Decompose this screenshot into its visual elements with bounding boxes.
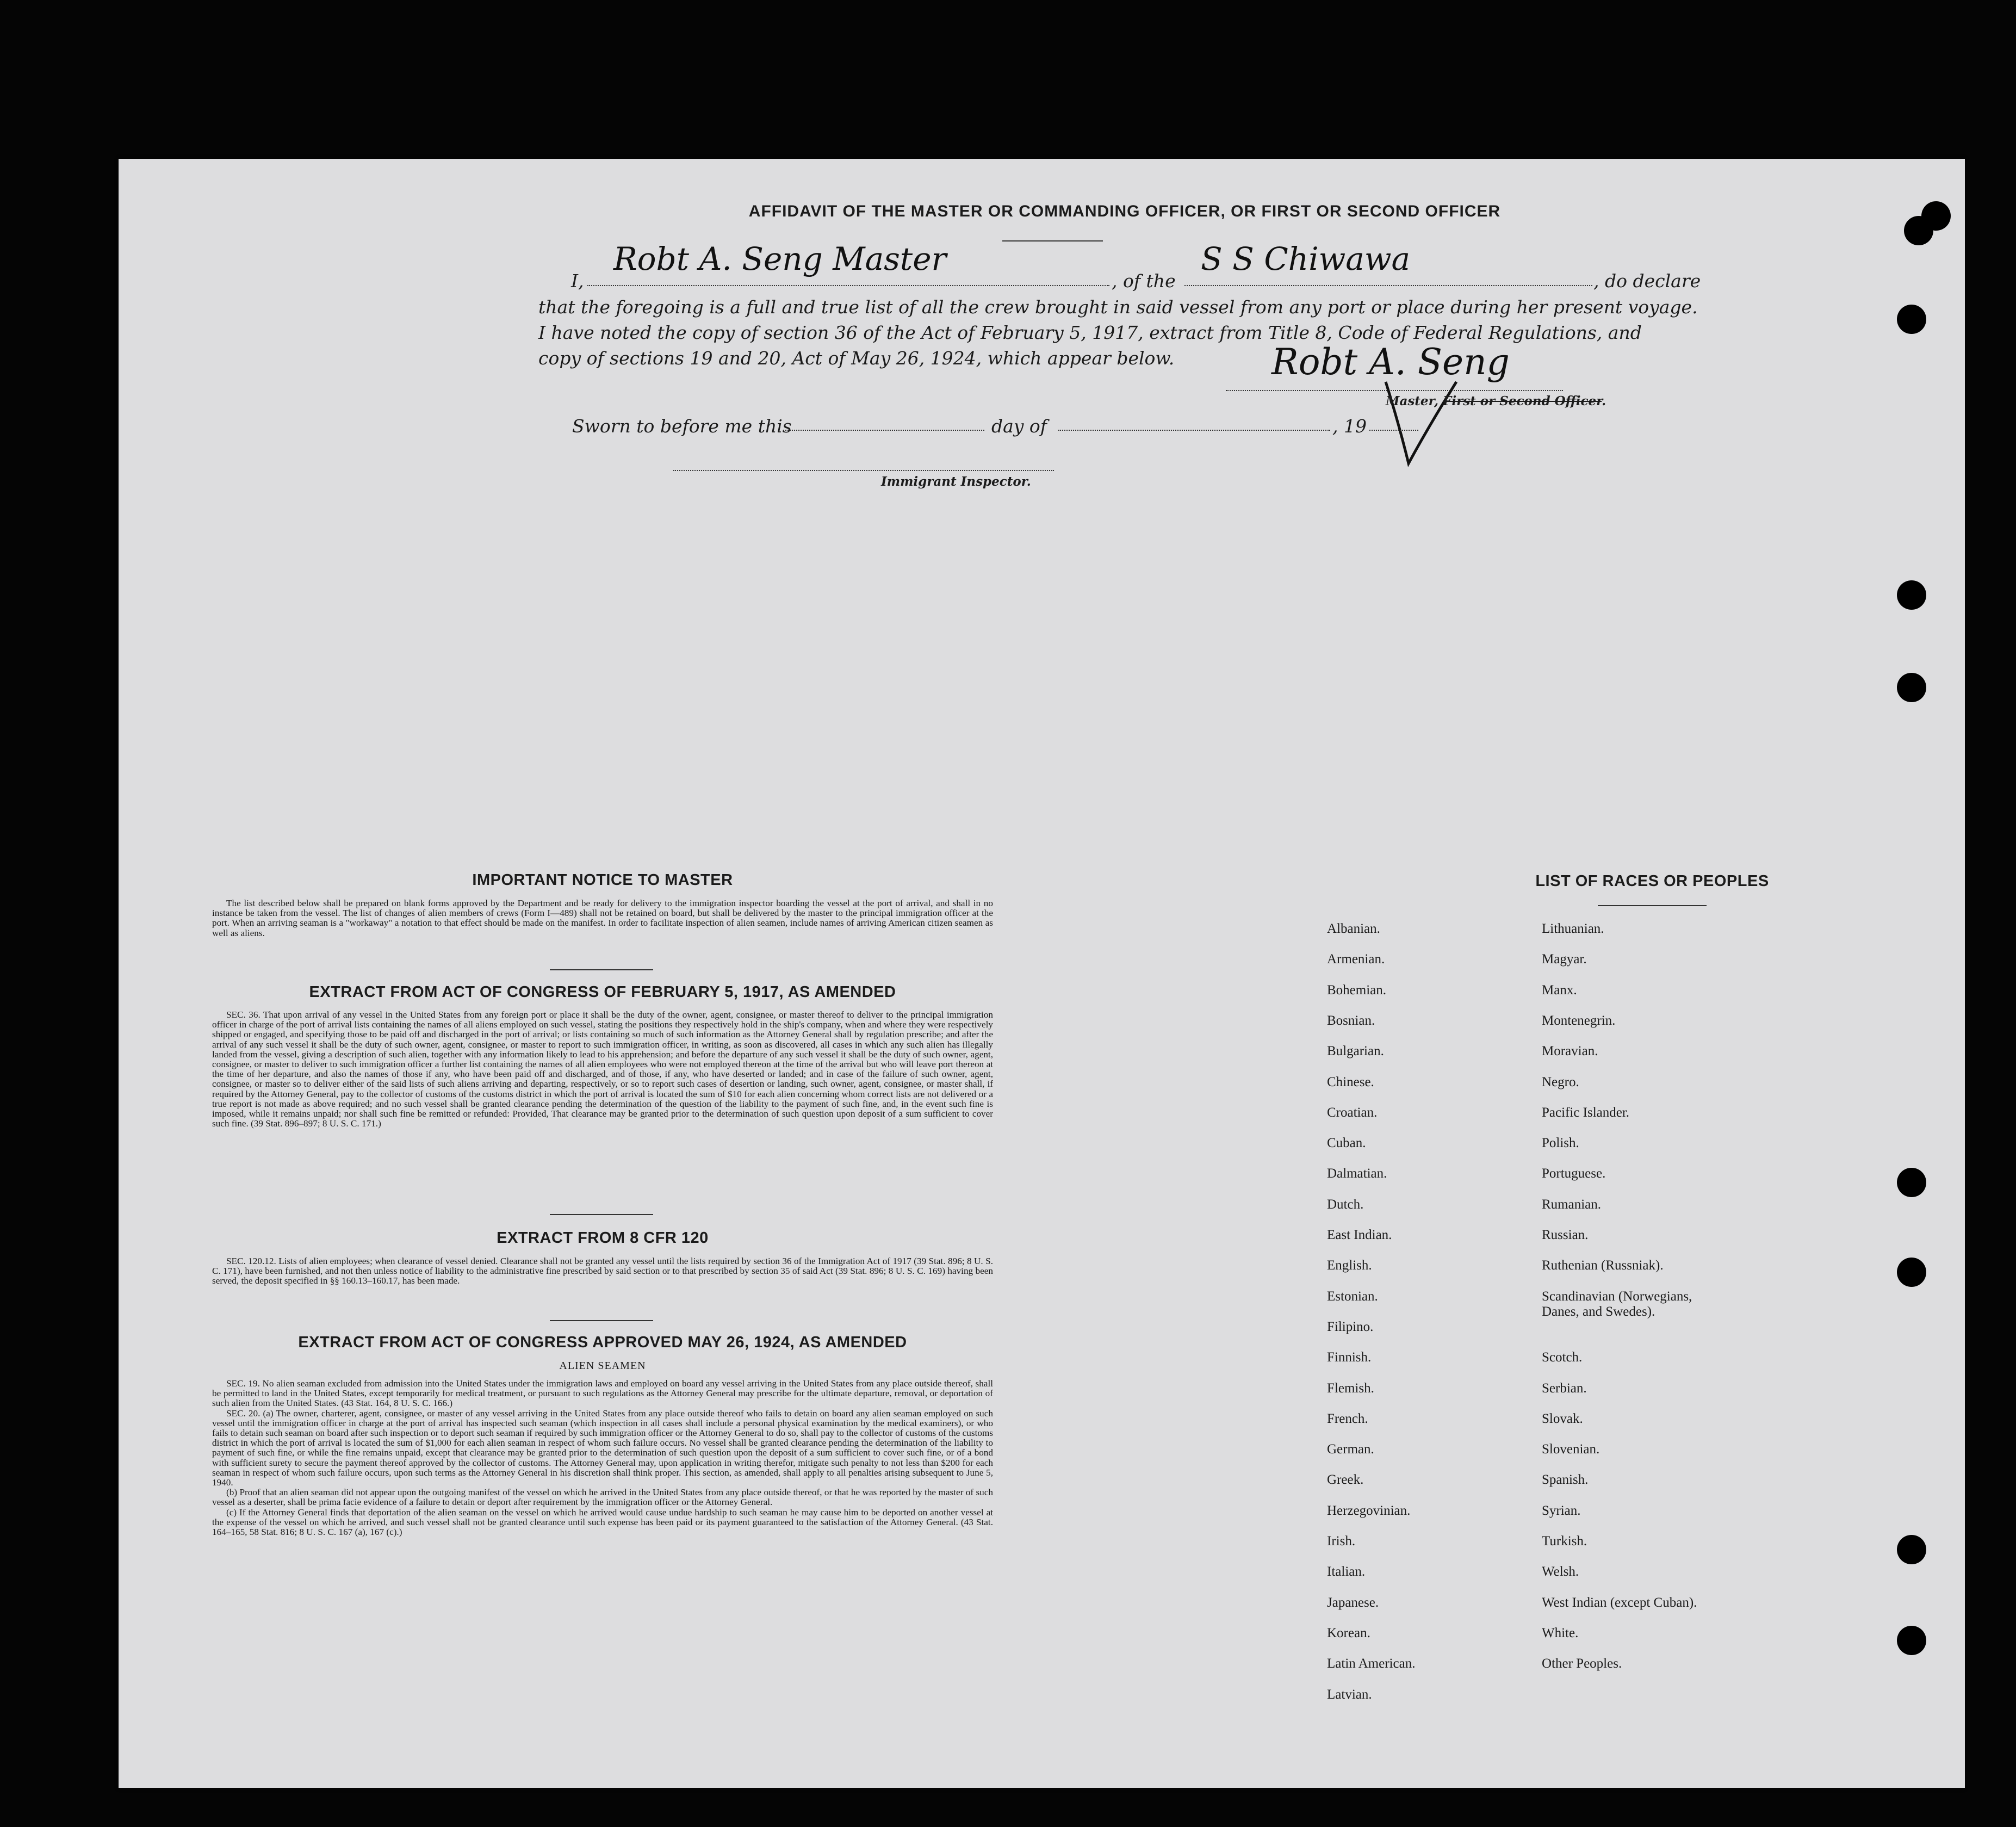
race-item: Negro. <box>1542 1074 1579 1089</box>
document-page <box>119 159 1965 1788</box>
affidavit-line-2: that the foregoing is a full and true list of all the crew brought in said vessel from any port or place during her present voyage. <box>538 296 1698 318</box>
extract-cfr-text: SEC. 120.12. Lists of alien employees; when clearance of vessel denied. Clearance shall not be granted any vessel until the lists required by section 36 of the Immigration Act of 1917 (39 Stat. 896; 8 U. S. C. 171), have been furnished, and not then unless notice of liability to the administrative fine prescribed by said section or to that prescribed by section 35 of said Act (39 Stat. 896; 8 U. S. C. 169) having been served, the deposit specified in §§ 160.13–160.17, has been made. <box>212 1256 993 1286</box>
do-declare-label: , do declare <box>1593 270 1701 292</box>
race-item: Pacific Islander. <box>1542 1105 1630 1120</box>
of-the-label: , of the <box>1112 270 1176 292</box>
race-item: Slovenian. <box>1542 1442 1600 1457</box>
race-item: Latvian. <box>1327 1687 1372 1702</box>
race-item: Russian. <box>1542 1228 1589 1242</box>
master-signature: Robt A. Seng <box>1271 341 1510 383</box>
race-item: Estonian. <box>1327 1289 1378 1304</box>
race-item: Turkish. <box>1542 1534 1587 1549</box>
race-item: Montenegrin. <box>1542 1013 1616 1028</box>
master-name-line <box>587 285 1109 286</box>
signature-label: Master, First or Second Officer. <box>1386 394 1606 408</box>
section-divider <box>550 1320 653 1321</box>
extract-1917-title: EXTRACT FROM ACT OF CONGRESS OF FEBRUARY 5, 1917, AS AMENDED <box>309 983 896 1001</box>
sworn-year-line <box>1369 430 1418 431</box>
punch-hole <box>1897 1535 1926 1564</box>
race-item: Spanish. <box>1542 1472 1589 1488</box>
race-item: Cuban. <box>1327 1136 1366 1151</box>
extract-cfr-title: EXTRACT FROM 8 CFR 120 <box>497 1229 709 1247</box>
sworn-label: Sworn to before me this <box>572 416 792 437</box>
race-item: Filipino. <box>1327 1319 1374 1334</box>
races-title: LIST OF RACES OR PEOPLES <box>1535 872 1769 890</box>
race-item: White. <box>1542 1625 1579 1640</box>
race-item: Portuguese. <box>1542 1166 1606 1181</box>
race-item: Flemish. <box>1327 1380 1374 1396</box>
race-item: Italian. <box>1327 1564 1366 1580</box>
race-item: Chinese. <box>1327 1074 1374 1089</box>
signature-check-mark <box>1380 376 1462 474</box>
punch-hole <box>1897 673 1926 702</box>
punch-hole <box>1897 580 1926 610</box>
race-item: Bulgarian. <box>1327 1044 1384 1059</box>
punch-hole <box>1904 216 1933 245</box>
i-label: I, <box>571 270 584 292</box>
sworn-month-line <box>1058 430 1330 431</box>
vessel-handwritten: S S Chiwawa <box>1201 240 1411 277</box>
inspector-label: Immigrant Inspector. <box>881 474 1031 489</box>
section-divider <box>550 969 653 970</box>
punch-hole <box>1897 305 1926 334</box>
race-item: Rumanian. <box>1542 1197 1602 1212</box>
race-item: Scandinavian (Norwegians, Danes, and Swedes). <box>1542 1289 1692 1319</box>
race-item: Bohemian. <box>1327 982 1387 998</box>
affidavit-title: AFFIDAVIT OF THE MASTER OR COMMANDING OFFICER, OR FIRST OR SECOND OFFICER <box>748 202 1501 220</box>
race-item: Herzegovinian. <box>1327 1503 1411 1518</box>
race-item: Finnish. <box>1327 1350 1372 1365</box>
race-item: Armenian. <box>1327 952 1385 967</box>
punch-hole <box>1897 1626 1926 1655</box>
race-item: Slovak. <box>1542 1411 1583 1426</box>
race-item: Ruthenian (Russniak). <box>1542 1258 1664 1273</box>
race-item: Bosnian. <box>1327 1013 1375 1028</box>
race-item: Syrian. <box>1542 1503 1581 1518</box>
race-item: Dalmatian. <box>1327 1166 1387 1181</box>
extract-1924-title: EXTRACT FROM ACT OF CONGRESS APPROVED MAY 26, 1924, AS AMENDED <box>298 1334 907 1351</box>
race-item: Japanese. <box>1327 1595 1379 1610</box>
notice-text: The list described below shall be prepared on blank forms approved by the Department and be ready for delivery to the immigration inspector boarding the vessel at the port of arrival, and shall in no instance be taken from the vessel. The list of changes of alien members of crews (Form I—489) shall not be retained on board, but shall be delivered by the master to the principal immigration officer at the port. When an arriving seaman is a "workaway" a notation to that effect should be made on the manifest. In order to facilitate inspection of alien seamen, include names of arriving American citizen seamen as well as aliens. <box>212 898 993 938</box>
race-item: Polish. <box>1542 1136 1579 1151</box>
race-item: Albanian. <box>1327 921 1380 936</box>
punch-hole <box>1897 1168 1926 1197</box>
race-item: Manx. <box>1542 982 1577 998</box>
races-title-divider <box>1598 905 1707 906</box>
affidavit-line-4: copy of sections 19 and 20, Act of May 26, 1924, which appear below. <box>538 348 1175 369</box>
race-item: Other Peoples. <box>1542 1656 1622 1671</box>
race-item: Croatian. <box>1327 1105 1378 1120</box>
extract-1924-subtitle: ALIEN SEAMEN <box>559 1360 646 1372</box>
race-item: West Indian (except Cuban). <box>1542 1595 1697 1610</box>
race-item: Moravian. <box>1542 1044 1598 1059</box>
race-item: Welsh. <box>1542 1564 1579 1580</box>
race-item: Greek. <box>1327 1472 1364 1488</box>
race-item: Magyar. <box>1542 952 1587 967</box>
race-item: Latin American. <box>1327 1656 1416 1671</box>
race-item: English. <box>1327 1258 1372 1273</box>
race-item: Dutch. <box>1327 1197 1364 1212</box>
inspector-line <box>673 470 1054 471</box>
section-divider <box>550 1214 653 1215</box>
sworn-day-line <box>783 430 984 431</box>
race-item: Irish. <box>1327 1534 1356 1549</box>
race-item: Korean. <box>1327 1625 1370 1640</box>
master-name-handwritten: Robt A. Seng Master <box>613 240 947 277</box>
day-of-label: day of <box>991 416 1047 437</box>
title-divider <box>1002 240 1103 241</box>
race-item: Serbian. <box>1542 1380 1587 1396</box>
race-item: Lithuanian. <box>1542 921 1604 936</box>
vessel-line <box>1184 285 1592 286</box>
extract-1917-text: SEC. 36. That upon arrival of any vessel in the United States from any foreign port or place it shall be the duty of the owner, agent, consignee, or master thereof to deliver to the principal immigration officer in charge of the port of arrival lists containing the names of all aliens employed on such vessel, stating the positions they respectively hold in the ship's company, when and where they were respectively shipped or engaged, and specifying those to be paid off and discharged in the port of arrival; or lists containing so much of such information as the Attorney General shall by regulation prescribe; and after the arrival of any such vessel it shall be the duty of such owner, agent, consignee, or master to report to such immigration officer, in writing, as soon as discovered, all cases in which any such alien has illegally landed from the vessel, giving a description of such alien, together with any information likely to lead to his apprehension; and before the departure of any such vessel it shall be the duty of such owner, agent, consignee, or master to deliver to such immigration officer a further list containing the names of all alien employees who were not employed thereon at the time of the arrival but who will leave port thereon at the time of her departure, and also the names of those if any, who have been paid off and discharged, and of those, if any, who have deserted or landed; and in case of the failure of such owner, agent, consignee, or master so to deliver either of the said lists of such aliens arriving and departing, respectively, or so to report such cases of desertion or landing, such owner, agent, consignee, or master shall, if required by the Attorney General, pay to the collector of customs of the customs district in which the port of arrival is located the sum of $10 for each alien concerning whom correct lists are not delivered or a true report is not made as above required; and no such vessel shall be granted clearance pending the determination of the question of the liability to the payment of such fine, and, in the event such fine is imposed, while it remains unpaid; nor shall such fine be remitted or refunded: Provided, That clearance may be granted prior to the determination of such question upon deposit of a sum sufficient to cover such fine. (39 Stat. 896–897; 8 U. S. C. 171.) <box>212 1010 993 1129</box>
race-item: East Indian. <box>1327 1228 1392 1242</box>
affidavit-line-3: I have noted the copy of section 36 of the Act of February 5, 1917, extract from Title 8, Code of Federal Regulations, and <box>538 322 1642 343</box>
race-item: German. <box>1327 1442 1374 1457</box>
year-label: , 19 <box>1332 416 1367 437</box>
extract-1924-text: SEC. 19. No alien seaman excluded from admission into the United States under the immigration laws and employed on board any vessel arriving in the United States from any place outside thereof, shall be permitted to land in the United States, except temporarily for medical treatment, or pursuant to such regulations as the Attorney General may prescribe for the ultimate departure, removal, or deportation of such alien from the United States. (43 Stat. 164, 8 U. S. C. 166.) SEC. 20. (a) The owner, charterer, agent, consignee, or master of any vessel arriving in the United States from any place outside thereof who fails to detain on board any alien seaman employed on such vessel until the immigration officer in charge at the port of arrival has inspected such seaman (which inspection in all cases shall include a personal physical examination by the medical examiners), or who fails to detain such seaman on board after such inspection or to deport such seaman if required by such immigration officer or the Attorney General to do so, shall pay to the collector of customs of the customs district in which the port of arrival is located the sum of $1,000 for each alien seaman in respect of whom such failure occurs. No vessel shall be granted clearance pending the determination of the liability to payment of such fine, or while the fine remains unpaid, except that clearance may be granted prior to the determination of such question upon the deposit of a sum sufficient to cover such fine, or of a bond with sufficient surety to secure the payment thereof approved by the collector of customs. The Attorney General may, upon application in writing therefor, mitigate such penalty to not less than $200 for each seaman in respect of whom such failure occurs, upon such terms as the Attorney General in his discretion shall think proper. This section, as amended, shall apply to all penalties arising subsequent to June 5, 1940. (b) Proof that an alien seaman did not appear upon the outgoing manifest of the vessel on which he arrived in the United States from any place outside thereof, or that he was reported by the master of such vessel as a deserter, shall be prima facie evidence of a failure to detain or deport after requirement by the immigration officer or the Attorney General. (c) If the Attorney General finds that deportation of the alien seaman on the vessel on which he arrived would cause undue hardship to such seaman he may cause him to be deported on another vessel at the expense of the vessel on which he arrived, and such vessel shall not be granted clearance until such expense has been paid or its payment guaranteed to the satisfaction of the Attorney General. (43 Stat. 164–165, 58 Stat. 816; 8 U. S. C. 167 (a), 167 (c).) <box>212 1378 993 1538</box>
punch-hole <box>1897 1258 1926 1287</box>
race-item: French. <box>1327 1411 1368 1426</box>
race-item: Scotch. <box>1542 1350 1583 1365</box>
notice-title: IMPORTANT NOTICE TO MASTER <box>472 871 733 889</box>
